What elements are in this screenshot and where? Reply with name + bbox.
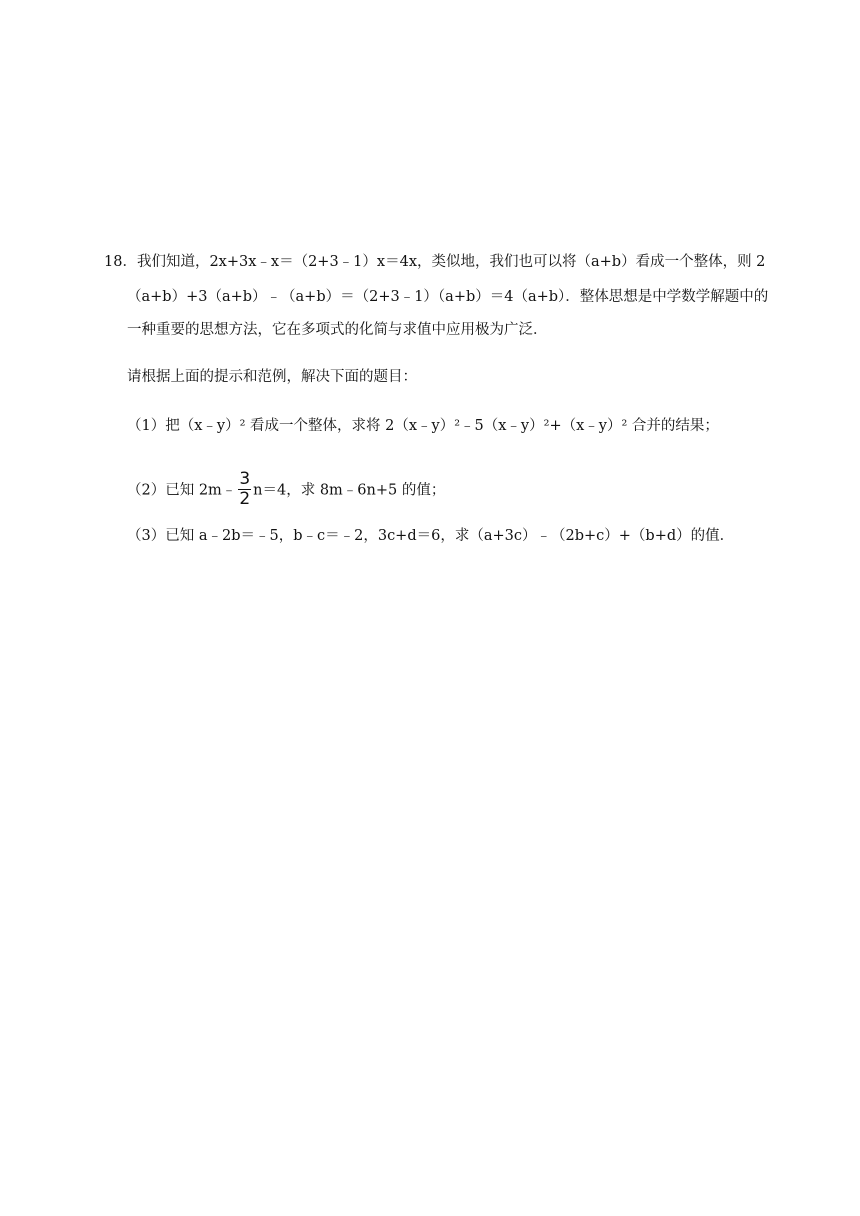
intro-text-1: 我们知道，2x+3x﹣x＝（2+3﹣1）x＝4x，类似地，我们也可以将（a+b）看成一个整体，则 2 (136, 254, 766, 270)
fraction-denominator: 2 (239, 489, 251, 509)
problem-intro-line-1 (104, 252, 765, 272)
problem-intro-line-2: （a+b）+3（a+b）﹣（a+b）＝（2+3﹣1）（a+b）＝4（a+b）．整体思想是中学数学解题中的 (127, 289, 769, 305)
sub-question-1: （1）把（x﹣y）² 看成一个整体，求将 2（x﹣y）²﹣5（x﹣y）²+（x﹣y）² 合并的结果； (127, 418, 719, 434)
instruction-text: 请根据上面的提示和范例，解决下面的题目： (127, 369, 417, 385)
fraction-three-halves (238, 471, 251, 508)
fraction-numerator: 3 (239, 469, 251, 489)
sub-question-3: （3）已知 a﹣2b＝﹣5，b﹣c＝﹣2，3c+d＝6，求（a+3c）﹣（2b+c）+（b+d）的值． (127, 528, 735, 544)
problem-number: 18． (104, 254, 137, 270)
sub-question-2 (127, 469, 446, 509)
problem-intro-line-3: 一种重要的思想方法，它在多项式的化简与求值中应用极为广泛． (127, 322, 548, 338)
sub-question-2-suffix: n＝4，求 8m﹣6n+5 的值； (253, 482, 446, 499)
sub-question-2-prefix: （2）已知 2m﹣ (127, 482, 237, 499)
